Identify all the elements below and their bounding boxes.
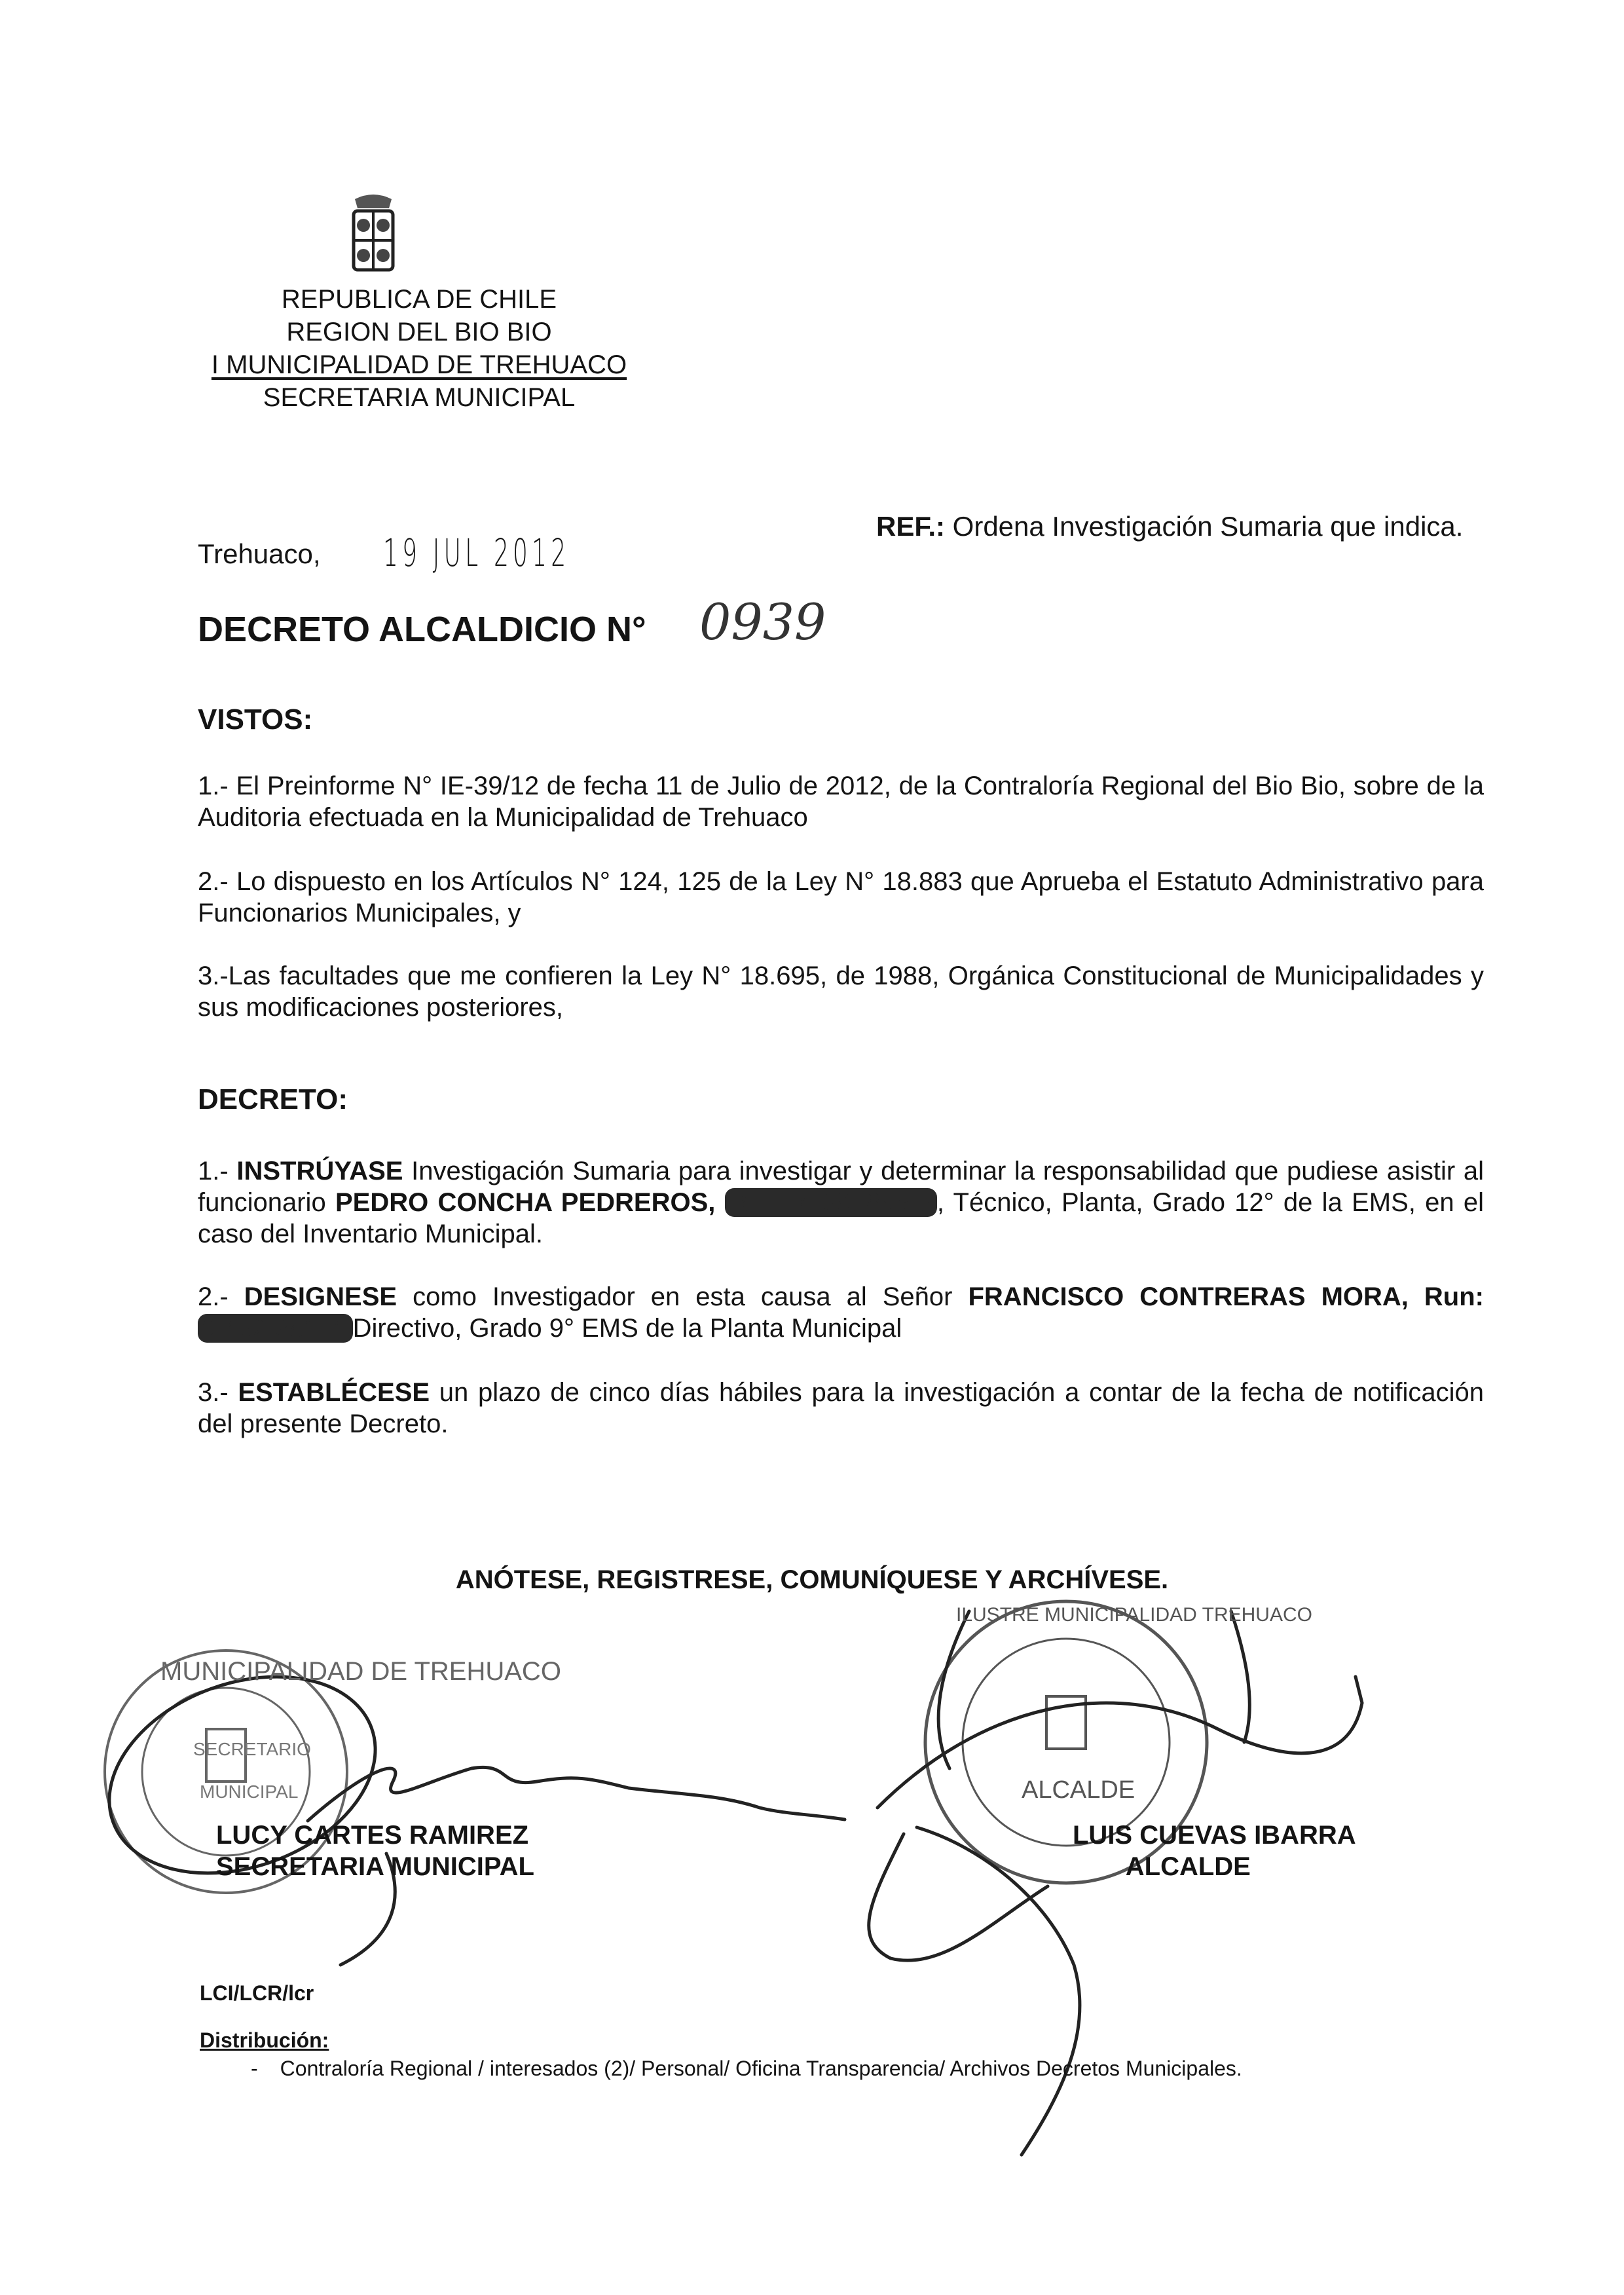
left-signatory bbox=[216, 1819, 534, 1882]
ref-text: Ordena Investigación Sumaria que indica. bbox=[952, 511, 1464, 542]
left-signatory-title: SECRETARIA MUNICIPAL bbox=[216, 1852, 534, 1881]
vistos-item-3: 3.-Las facultades que me confieren la Ley N° 18.695, de 1988, Orgánica Constitucional de Municipalidades y sus modificaciones posteriores, bbox=[198, 961, 1484, 1022]
item2-verb: DESIGNESE bbox=[244, 1282, 397, 1311]
ref-label: REF.: bbox=[876, 511, 945, 542]
item3-text-a: un plazo de cinco días hábiles para la investigación a contar de la fecha de notificación del presente Decreto. bbox=[198, 1378, 1484, 1438]
distribution-text: Contraloría Regional / interesados (2)/ Personal/ Oficina Transparencia/ Archivos Decretos Municipales. bbox=[280, 2057, 1242, 2080]
reference-initials: LCI/LCR/lcr bbox=[200, 1981, 314, 2005]
item2-text-a: como Investigador en esta causa al Señor bbox=[413, 1282, 953, 1311]
decree-number: 0939 bbox=[699, 593, 826, 651]
item3-number: 3.- bbox=[198, 1378, 229, 1407]
right-signatory bbox=[1073, 1819, 1356, 1882]
vistos-item-1: 1.- El Preinforme N° IE-39/12 de fecha 11 de Julio de 2012, de la Contraloría Regional del Bio Bio, sobre de la Auditoria efectuada en la Municipalidad de Trehuaco bbox=[198, 772, 1484, 832]
item2-number: 2.- bbox=[198, 1282, 229, 1311]
item1-text-a: Investigación Sumaria para investigar y determinar la responsabilidad que pudiese asistir al funcionario bbox=[198, 1157, 1484, 1217]
right-stamp-ring-text: ILUSTRE MUNICIPALIDAD TREHUACO bbox=[956, 1604, 1312, 1626]
item2-text-b: Directivo, Grado 9° EMS de la Planta Municipal bbox=[352, 1314, 902, 1343]
vistos-item-2: 2.- Lo dispuesto en los Artículos N° 124, 125 de la Ley N° 18.883 que Aprueba el Estatuto Administrativo para Funcionarios Municipales, y bbox=[198, 867, 1484, 927]
item1-run-redaction: Run: 7.390.865-5 bbox=[725, 1188, 937, 1217]
left-signatory-name: LUCY CARTES RAMIREZ bbox=[216, 1821, 529, 1850]
item2-investigator-name: FRANCISCO CONTRERAS MORA, Run: bbox=[968, 1282, 1484, 1311]
left-stamp-center-2: MUNICIPAL bbox=[200, 1782, 299, 1802]
distribution-list bbox=[251, 2057, 1242, 2081]
distribution-dash: - bbox=[251, 2057, 258, 2080]
closing-formula: ANÓTESE, REGISTRESE, COMUNÍQUESE Y ARCHÍVESE. bbox=[455, 1565, 1169, 1594]
vistos-heading: VISTOS: bbox=[198, 703, 313, 736]
item2-run-redaction: 6.452.281-7, bbox=[198, 1314, 353, 1343]
header-municipality: I MUNICIPALIDAD DE TREHUACO bbox=[211, 350, 627, 379]
header-region: REGION DEL BIO BIO bbox=[286, 318, 552, 346]
left-stamp-ring-text: MUNICIPALIDAD DE TREHUACO bbox=[160, 1657, 561, 1686]
right-signatory-name: LUIS CUEVAS IBARRA bbox=[1073, 1821, 1356, 1850]
secretaria-signature bbox=[82, 1642, 845, 1965]
item1-number: 1.- bbox=[198, 1157, 229, 1185]
distribution-heading: Distribución: bbox=[200, 2028, 329, 2052]
right-signatory-title: ALCALDE bbox=[1125, 1852, 1251, 1881]
decreto-heading: DECRETO: bbox=[198, 1083, 348, 1115]
date-stamp: 19 JUL 2012 bbox=[383, 531, 570, 575]
item3-verb: ESTABLÉCESE bbox=[238, 1378, 430, 1407]
decree-title: DECRETO ALCALDICIO N° bbox=[198, 610, 646, 649]
item1-text-b: , Técnico, Planta, Grado 12° de la EMS, en el caso del Inventario Municipal. bbox=[198, 1188, 1484, 1248]
header-country: REPUBLICA DE CHILE bbox=[281, 285, 557, 314]
item1-verb: INSTRÚYASE bbox=[236, 1157, 403, 1185]
header-department: SECRETARIA MUNICIPAL bbox=[263, 383, 576, 412]
right-stamp-center: ALCALDE bbox=[1022, 1776, 1135, 1804]
left-stamp-center-1: SECRETARIO bbox=[193, 1739, 311, 1759]
item1-official-name: PEDRO CONCHA PEDREROS, bbox=[335, 1188, 716, 1217]
place-label: Trehuaco, bbox=[198, 538, 321, 569]
